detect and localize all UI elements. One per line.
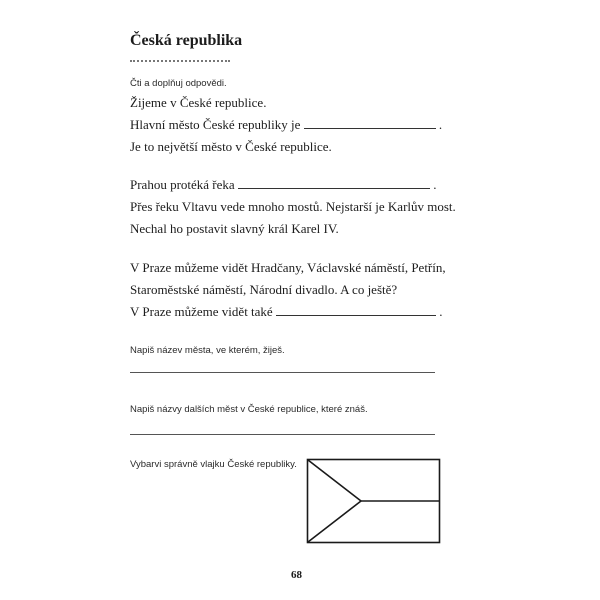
text-line-4-end: . bbox=[433, 177, 437, 192]
page-number: 68 bbox=[291, 569, 302, 581]
answer-line-other-cities[interactable] bbox=[130, 434, 435, 435]
page-title: Česká republika bbox=[130, 32, 243, 49]
text-line-1: Žijeme v České republice. bbox=[130, 95, 267, 110]
text-line-4-label: Prahou protéká řeka bbox=[130, 177, 235, 192]
flag-triangle bbox=[308, 460, 361, 542]
text-line-8: Staroměstské náměstí, Národní divadlo. A co ještě? bbox=[130, 282, 398, 297]
answer-blank-river[interactable] bbox=[238, 177, 430, 189]
text-line-6: Nechal ho postavit slavný král Karel IV. bbox=[130, 221, 339, 236]
text-line-9 bbox=[130, 304, 442, 320]
instruction: Čti a doplňuj odpovědi. bbox=[130, 78, 227, 89]
answer-line-city[interactable] bbox=[130, 372, 435, 373]
czech-flag-outline[interactable] bbox=[306, 458, 442, 545]
text-line-2 bbox=[130, 117, 442, 133]
task-other-cities-prompt: Napiš názvy dalších měst v České republice, které znáš. bbox=[130, 404, 368, 415]
text-line-7: V Praze můžeme vidět Hradčany, Václavské náměstí, Petřín, bbox=[130, 260, 446, 275]
text-line-3: Je to největší město v České republice. bbox=[130, 139, 332, 154]
task-city-prompt: Napiš název města, ve kterém, žiješ. bbox=[130, 345, 285, 356]
answer-blank-sights[interactable] bbox=[276, 304, 436, 316]
text-line-9-end: . bbox=[439, 304, 443, 319]
text-line-4 bbox=[130, 177, 436, 193]
title-underline bbox=[130, 60, 230, 62]
text-line-2-end: . bbox=[438, 117, 443, 132]
task-flag-prompt: Vybarvi správně vlajku České republiky. bbox=[130, 459, 297, 470]
text-line-9-label: V Praze můžeme vidět také bbox=[130, 304, 273, 319]
text-line-5: Přes řeku Vltavu vede mnoho mostů. Nejstarší je Karlův most. bbox=[130, 199, 456, 214]
text-line-2-label: Hlavní město České republiky je bbox=[130, 117, 301, 132]
answer-blank-capital[interactable] bbox=[304, 117, 436, 129]
